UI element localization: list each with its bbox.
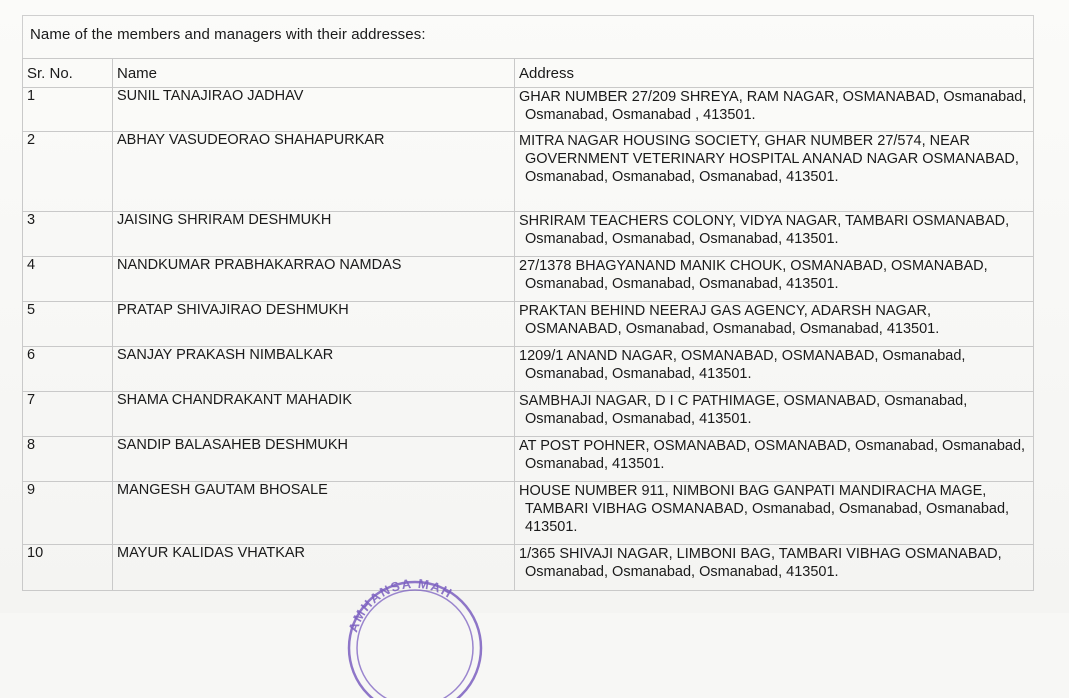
cell-sr-no: 4 — [23, 257, 113, 302]
address-text: 1209/1 ANAND NAGAR, OSMANABAD, OSMANABAD, Osmanabad, Osmanabad, Osmanabad, 413501. — [519, 348, 966, 382]
address-text: 1/365 SHIVAJI NAGAR, LIMBONI BAG, TAMBARI VIBHAG OSMANABAD, Osmanabad, Osmanabad, Osmanabad, 413501. — [519, 546, 1002, 580]
address-text: MITRA NAGAR HOUSING SOCIETY, GHAR NUMBER 27/574, NEAR GOVERNMENT VETERINARY HOSPITAL ANANAD NAGAR OSMANABAD, Osmanabad, Osmanabad, Osmanabad, 413501. — [519, 133, 1019, 185]
table-row — [23, 212, 1034, 257]
cell-address — [515, 257, 1034, 302]
address-text: GHAR NUMBER 27/209 SHREYA, RAM NAGAR, OSMANABAD, Osmanabad, Osmanabad, Osmanabad , 413501. — [519, 89, 1027, 123]
cell-name: SUNIL TANAJIRAO JADHAV — [113, 88, 515, 132]
cell-name: MAYUR KALIDAS VHATKAR — [113, 545, 515, 591]
cell-name: MANGESH GAUTAM BHOSALE — [113, 482, 515, 545]
cell-sr-no: 8 — [23, 437, 113, 482]
address-text: SHRIRAM TEACHERS COLONY, VIDYA NAGAR, TAMBARI OSMANABAD, Osmanabad, Osmanabad, Osmanabad, 413501. — [519, 213, 1010, 247]
address-text: 27/1378 BHAGYANAND MANIK CHOUK, OSMANABAD, OSMANABAD, Osmanabad, Osmanabad, Osmanabad, 413501. — [519, 258, 988, 292]
table-row — [23, 482, 1034, 545]
cell-address — [515, 88, 1034, 132]
cell-address — [515, 347, 1034, 392]
cell-address — [515, 132, 1034, 212]
cell-address — [515, 482, 1034, 545]
address-text: HOUSE NUMBER 911, NIMBONI BAG GANPATI MANDIRACHA MAGE, TAMBARI VIBHAG OSMANABAD, Osmanabad, Osmanabad, Osmanabad, 413501. — [519, 483, 1010, 535]
cell-sr-no: 5 — [23, 302, 113, 347]
table-header-row — [23, 59, 1034, 88]
cell-sr-no: 6 — [23, 347, 113, 392]
header-address: Address — [515, 59, 1034, 88]
cell-address — [515, 212, 1034, 257]
table-row — [23, 392, 1034, 437]
table-row — [23, 545, 1034, 591]
cell-address — [515, 437, 1034, 482]
cell-address — [515, 545, 1034, 591]
cell-name: ABHAY VASUDEORAO SHAHAPURKAR — [113, 132, 515, 212]
members-caption: Name of the members and managers with their addresses: — [30, 26, 426, 43]
cell-address — [515, 392, 1034, 437]
cell-sr-no: 1 — [23, 88, 113, 132]
stamp-text: AMHANSA MAH — [345, 575, 456, 635]
cell-name: SANJAY PRAKASH NIMBALKAR — [113, 347, 515, 392]
table-row — [23, 437, 1034, 482]
cell-name: SANDIP BALASAHEB DESHMUKH — [113, 437, 515, 482]
cell-sr-no: 3 — [23, 212, 113, 257]
cell-name: SHAMA CHANDRAKANT MAHADIK — [113, 392, 515, 437]
cell-sr-no: 7 — [23, 392, 113, 437]
table-row — [23, 302, 1034, 347]
header-sr-no: Sr. No. — [23, 59, 113, 88]
address-text: AT POST POHNER, OSMANABAD, OSMANABAD, Osmanabad, Osmanabad, Osmanabad, 413501. — [519, 438, 1026, 472]
cell-name: NANDKUMAR PRABHAKARRAO NAMDAS — [113, 257, 515, 302]
address-text: PRAKTAN BEHIND NEERAJ GAS AGENCY, ADARSH NAGAR, OSMANABAD, Osmanabad, Osmanabad, Osmanabad, 413501. — [519, 303, 940, 337]
members-table — [22, 58, 1034, 591]
table-row — [23, 257, 1034, 302]
table-row — [23, 347, 1034, 392]
table-row — [23, 88, 1034, 132]
cell-sr-no: 9 — [23, 482, 113, 545]
table-row — [23, 132, 1034, 212]
cell-name: JAISING SHRIRAM DESHMUKH — [113, 212, 515, 257]
header-name: Name — [113, 59, 515, 88]
cell-address — [515, 302, 1034, 347]
cell-sr-no: 2 — [23, 132, 113, 212]
cell-name: PRATAP SHIVAJIRAO DESHMUKH — [113, 302, 515, 347]
cell-sr-no: 10 — [23, 545, 113, 591]
address-text: SAMBHAJI NAGAR, D I C PATHIMAGE, OSMANABAD, Osmanabad, Osmanabad, Osmanabad, 413501. — [519, 393, 968, 427]
